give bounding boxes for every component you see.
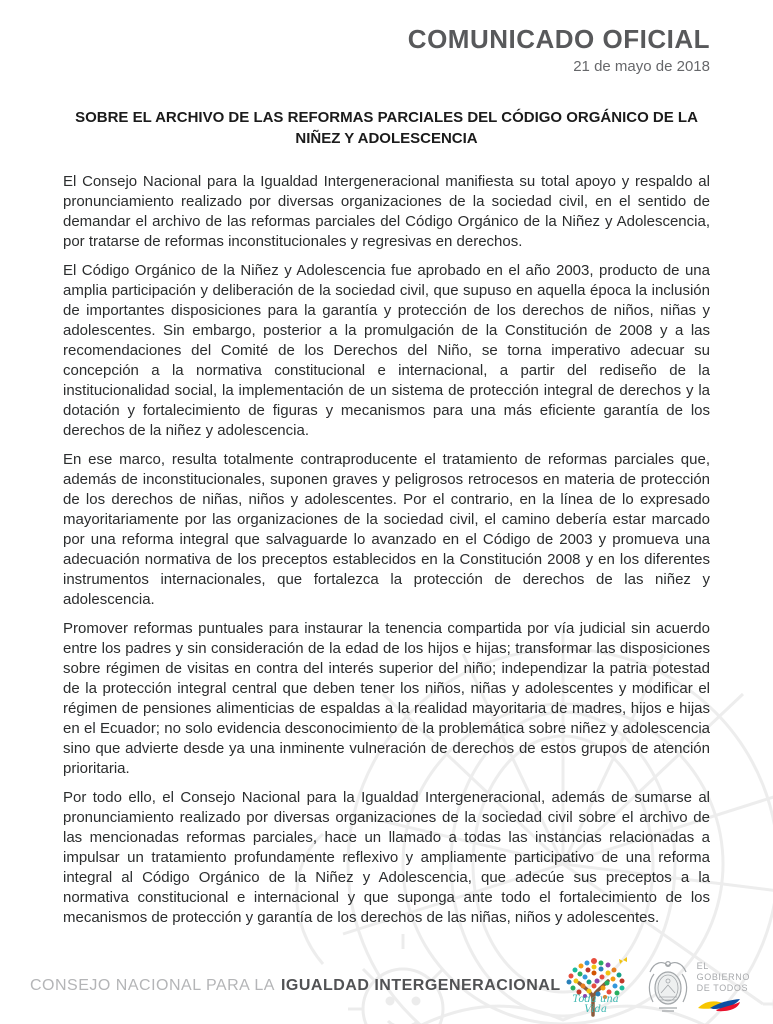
gov-line-2: GOBIERNO — [696, 971, 750, 982]
paragraph-2: El Código Orgánico de la Niñez y Adolescencia fue aprobado en el año 2003, producto de una amplia participación y deliberación de la sociedad civil, que supuso en aquella época la inclusión de importantes disposiciones para la garantía y protección de los derechos de niños, niñas y adolescentes. Sin embargo, posterior a la promulgación de la Constitución de 2008 y a las recomendaciones del Comité de los Derechos del Niño, se torna imperativo adecuar su concepción a la normativa constitucional e internacional, a partir del rediseño de la institucionalidad social, la implementación de un sistema de protección integral de derechos y la dotación y fortalecimiento de figuras y mecanismos para una más eficiente garantía de los derechos de la niñez y adolescencia. — [63, 262, 710, 439]
flag-swoosh-icon — [697, 997, 741, 1012]
gov-line-1: EL — [696, 960, 709, 971]
document-body — [63, 172, 710, 928]
ecuador-coat-of-arms-icon — [645, 956, 691, 1016]
org-name-bold: IGUALDAD INTERGENERACIONAL — [280, 977, 561, 994]
footer — [30, 954, 750, 1018]
toda-una-vida-logo — [561, 955, 631, 1017]
paragraph-3: En ese marco, resulta totalmente contraproducente el tratamiento de reformas parciales que, además de inconstitucionales, suponen graves y peligrosos retrocesos en materia de protección de los derechos de niñas, niños y adolescentes. Por el contrario, en la línea de lo expresado mayoritariamente por las organizaciones de la sociedad civil, el camino debería estar marcado por una reforma integral que salvaguarde lo avanzado en el Código de 2003 y promueva una adecuación normativa de los preceptos establecidos en la Constitución 2008 y en los diferentes instrumentos internacionales, que fortalezca la protección de derechos de las niñez y adolescencia. — [63, 451, 710, 608]
gobierno-de-todos-text — [697, 961, 750, 1012]
gobierno-de-todos-logo — [645, 956, 750, 1016]
subject-title: SOBRE EL ARCHIVO DE LAS REFORMAS PARCIALES DEL CÓDIGO ORGÁNICO DE LA NIÑEZ Y ADOLESCENCIA — [75, 109, 698, 147]
toda-una-vida-label: Toda una Vida — [572, 994, 619, 1015]
paragraph-4: Promover reformas puntuales para instaurar la tenencia compartida por vía judicial sin acuerdo entre los padres y sin consideración de la edad de los hijos e hijas; transformar las disposiciones sobre régimen de visitas en contra del interés superior del niño; independizar la patria potestad de la protección integral central que deben tener los niños, niñas y adolescentes y modificar el régimen de pensiones alimenticias de espaldas a la realidad mayoritaria de madres, hijos e hijas en el Ecuador; no solo evidencia desconocimiento de la problemática sobre niñez y adolescencia sino que advierte desde ya una inminente vulneración de derechos de estos grupos de atención prioritaria. — [63, 620, 710, 777]
paragraph-5: Por todo ello, el Consejo Nacional para la Igualdad Intergeneracional, además de sumarse al pronunciamiento realizado por diversas organizaciones de la sociedad civil sobre el archivo de las mencionadas reformas parciales, hace un llamado a todas las instancias relacionadas a impulsar un tratamiento profundamente reflexivo y ampliamente participativo de una reforma integral al Código Orgánico de la Niñez y Adolescencia, que adecúe sus preceptos a la normativa constitucional e internacional y que suponga ante todo el fortalecimiento de los mecanismos de protección y garantía de los derechos de las niñas, niños y adolescentes. — [63, 789, 710, 926]
footer-logos — [561, 955, 750, 1017]
communique-date: 21 de mayo de 2018 — [573, 58, 710, 75]
org-name-light: CONSEJO NACIONAL PARA LA — [30, 977, 275, 994]
org-logotype — [30, 977, 561, 995]
document-header — [63, 24, 710, 77]
communique-title: COMUNICADO OFICIAL — [407, 24, 710, 54]
paragraph-1: El Consejo Nacional para la Igualdad Intergeneracional manifiesta su total apoyo y respaldo al pronunciamiento realizado por diversas organizaciones de la sociedad civil, en el sentido de demandar el archivo de las reformas parciales del Código Orgánico de la Niñez y Adolescencia, por tratarse de reformas inconstitucionales y regresivas en derechos. — [63, 173, 710, 250]
gov-line-3: DE TODOS — [696, 982, 749, 993]
